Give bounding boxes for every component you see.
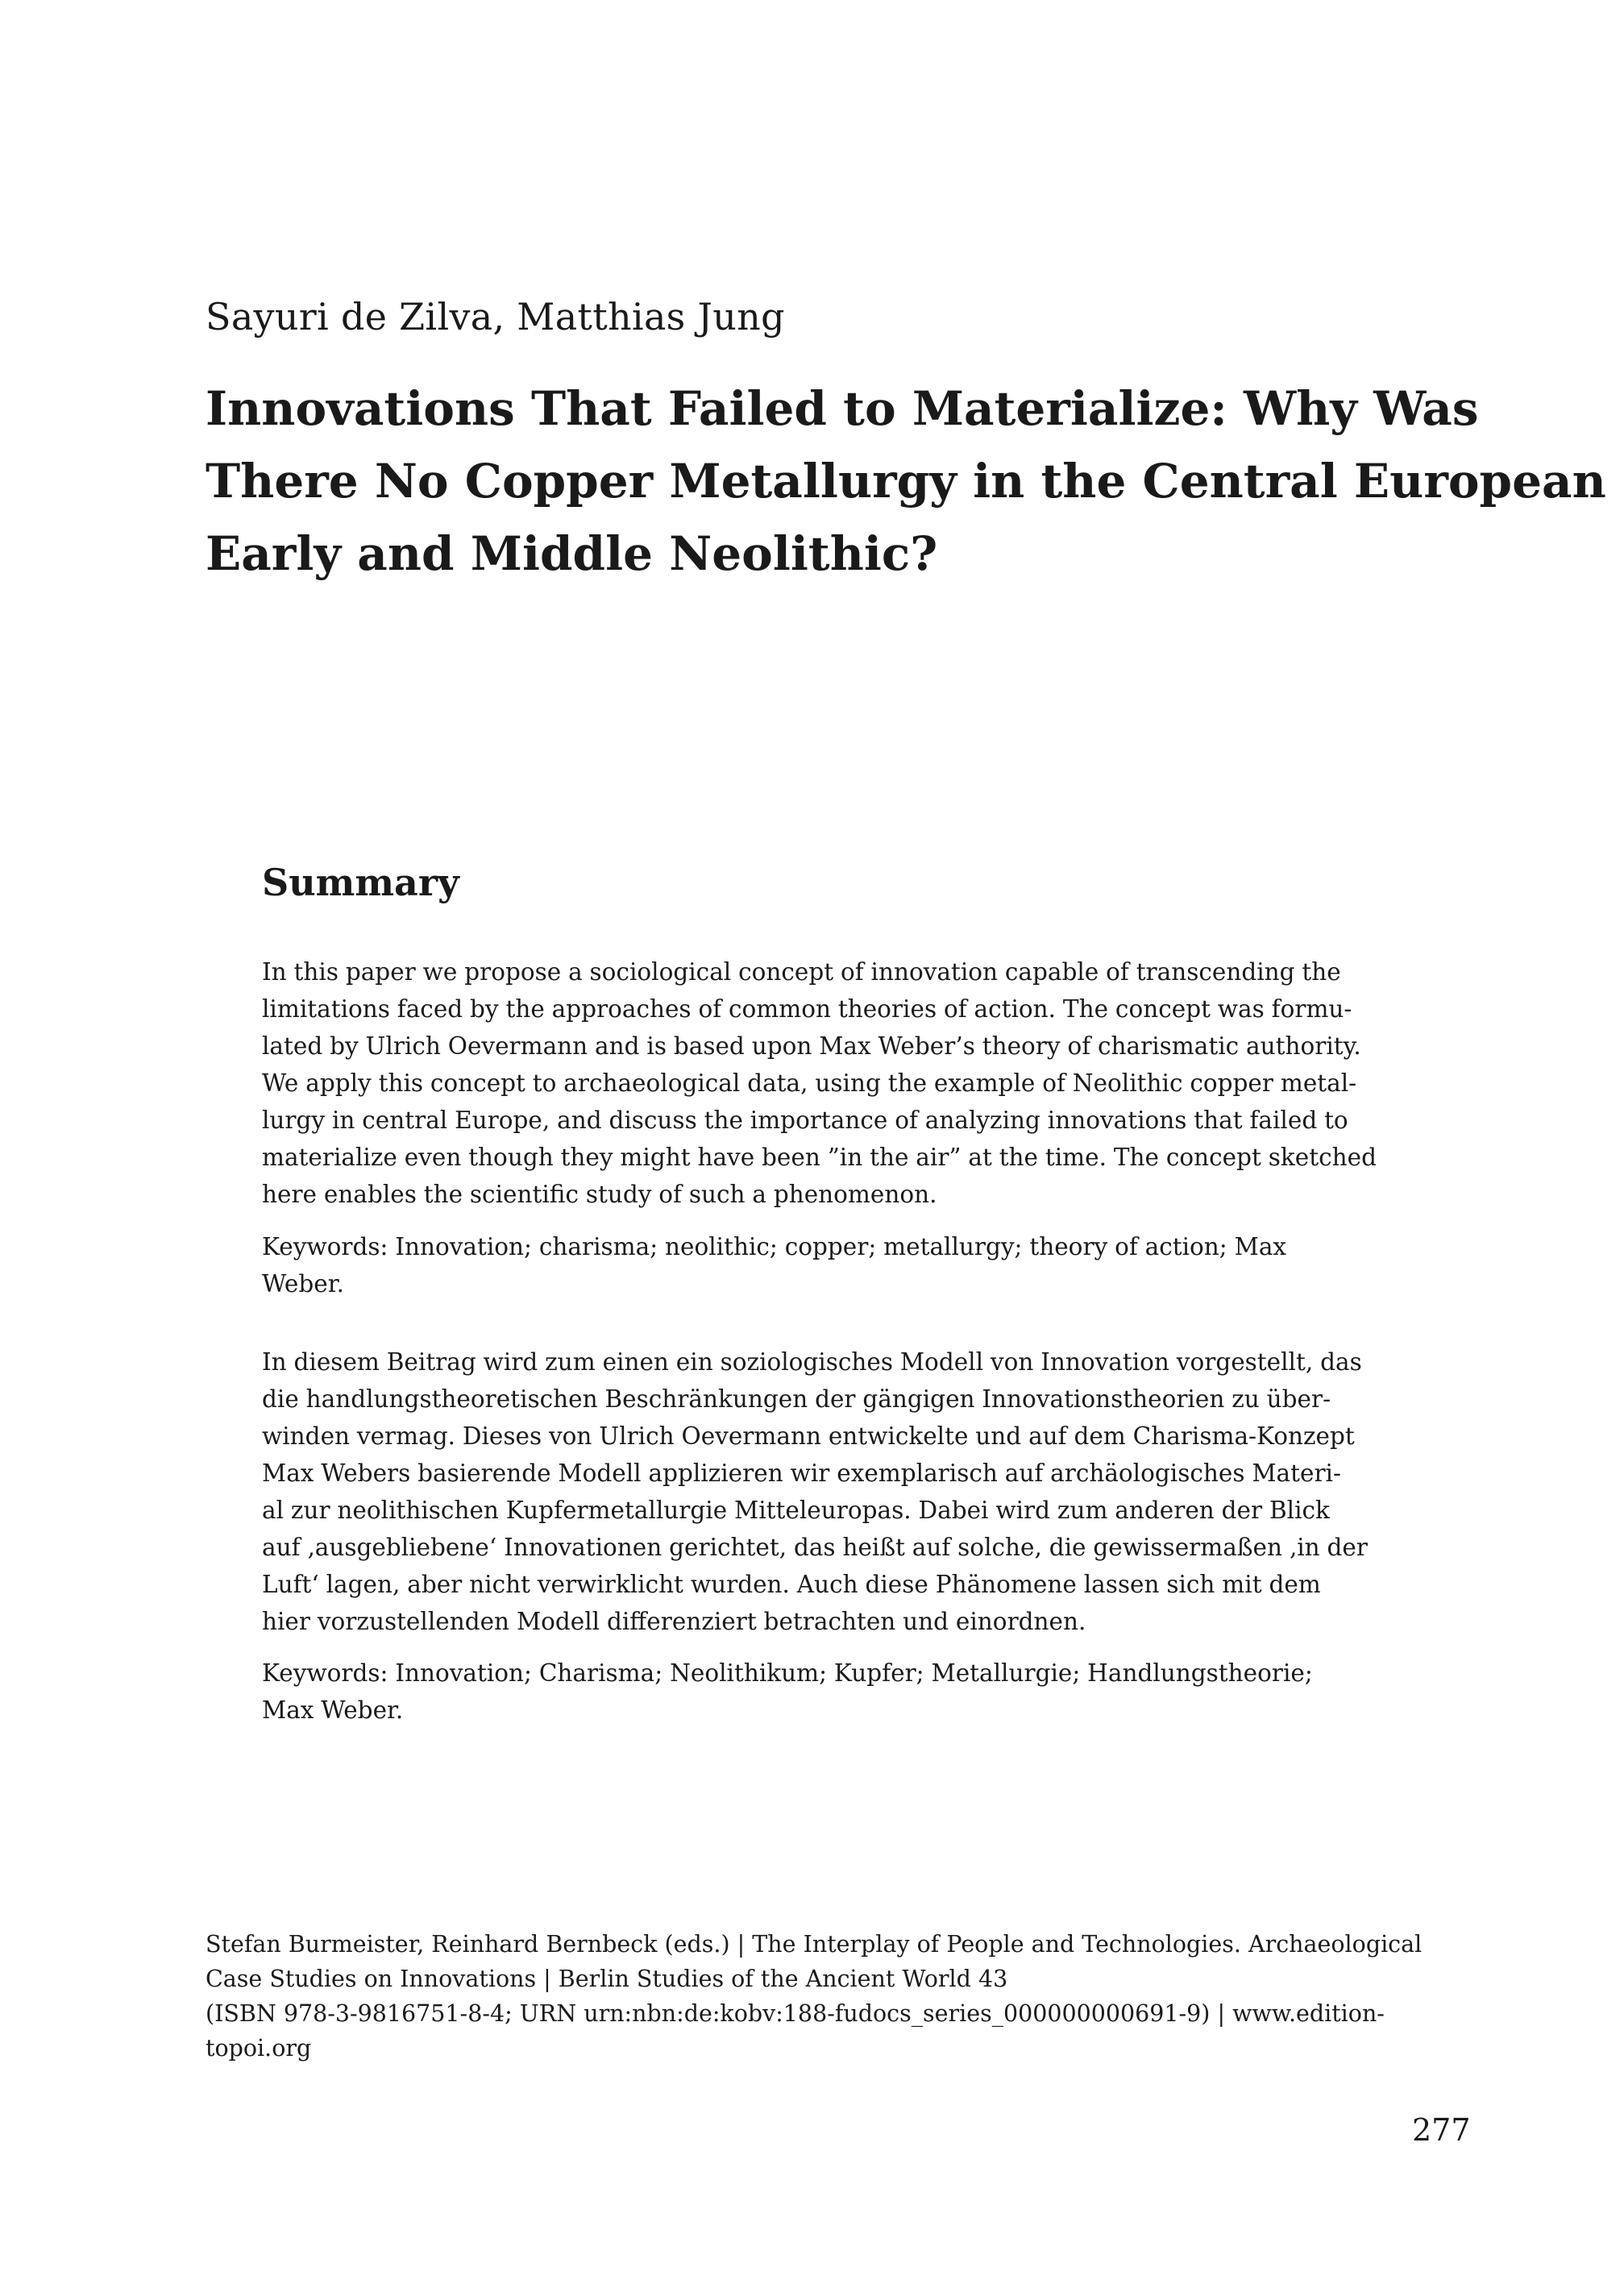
author-names: Sayuri de Zilva, Matthias Jung: [206, 295, 785, 338]
abstract-line: limitations faced by the approaches of common theories of action. The concept was formu-: [262, 995, 1352, 1023]
keywords-english: [262, 1228, 1298, 1302]
citation-line: Stefan Burmeister, Reinhard Bernbeck (eds.) | The Interplay of People and Technologies. Archaeological: [206, 1931, 1423, 1958]
paper-title: [206, 372, 1606, 590]
keywords-line: Max Weber.: [262, 1696, 404, 1724]
keywords-german: [262, 1655, 1313, 1729]
abstract-line: Luft‘ lagen, aber nicht verwirklicht wurden. Auch diese Phänomene lassen sich mit dem: [262, 1571, 1321, 1598]
abstract-line: auf ‚ausgebliebene‘ Innovationen gerichtet, das heißt auf solche, die gewissermaßen ‚in der: [262, 1534, 1368, 1561]
abstract-line: winden vermag. Dieses von Ulrich Oevermann entwickelte und auf dem Charisma-Konzept: [262, 1422, 1355, 1450]
citation-line: (ISBN 978-3-9816751-8-4; URN urn:nbn:de:kobv:188-fudocs_series_000000000691-9) | www.edition-: [206, 2000, 1385, 2027]
abstract-line: Max Webers basierende Modell applizieren wir exemplarisch auf archäologisches Materi-: [262, 1459, 1341, 1487]
abstract-line: lated by Ulrich Oevermann and is based upon Max Weber’s theory of charismatic authority.: [262, 1032, 1361, 1060]
citation-line: topoi.org: [206, 2035, 312, 2062]
citation-footer: [206, 1927, 1423, 2066]
keywords-line: Keywords: Innovation; charisma; neolithic; copper; metallurgy; theory of action; Max: [262, 1233, 1287, 1260]
keywords-line: Keywords: Innovation; Charisma; Neolithikum; Kupfer; Metallurgie; Handlungstheorie;: [262, 1659, 1313, 1687]
abstract-line: materialize even though they might have been ”in the air” at the time. The concept sketched: [262, 1144, 1377, 1171]
abstract-line: We apply this concept to archaeological data, using the example of Neolithic copper metal-: [262, 1069, 1357, 1097]
citation-line: Case Studies on Innovations | Berlin Studies of the Ancient World 43: [206, 1966, 1008, 1992]
summary-heading: Summary: [262, 861, 459, 904]
abstract-line: In this paper we propose a sociological concept of innovation capable of transcending the: [262, 958, 1341, 986]
title-line: There No Copper Metallurgy in the Central European: [206, 454, 1606, 509]
abstract-line: al zur neolithischen Kupfermetallurgie Mitteleuropas. Dabei wird zum anderen der Blick: [262, 1497, 1330, 1524]
abstract-line: die handlungstheoretischen Beschränkungen der gängigen Innovationstheorien zu über-: [262, 1385, 1331, 1413]
abstract-line: In diesem Beitrag wird zum einen ein soziologisches Modell von Innovation vorgestellt, das: [262, 1348, 1362, 1376]
abstract-german: [262, 1343, 1368, 1640]
abstract-line: hier vorzustellenden Modell differenziert betrachten und einordnen.: [262, 1608, 1086, 1635]
keywords-line: Weber.: [262, 1270, 344, 1298]
abstract-english: [262, 953, 1377, 1213]
abstract-line: here enables the scientific study of such a phenomenon.: [262, 1181, 937, 1208]
title-line: Innovations That Failed to Materialize: Why Was: [206, 381, 1479, 436]
page-number: 277: [1412, 2112, 1471, 2148]
abstract-line: lurgy in central Europe, and discuss the importance of analyzing innovations that failed to: [262, 1107, 1348, 1134]
title-line: Early and Middle Neolithic?: [206, 526, 938, 581]
